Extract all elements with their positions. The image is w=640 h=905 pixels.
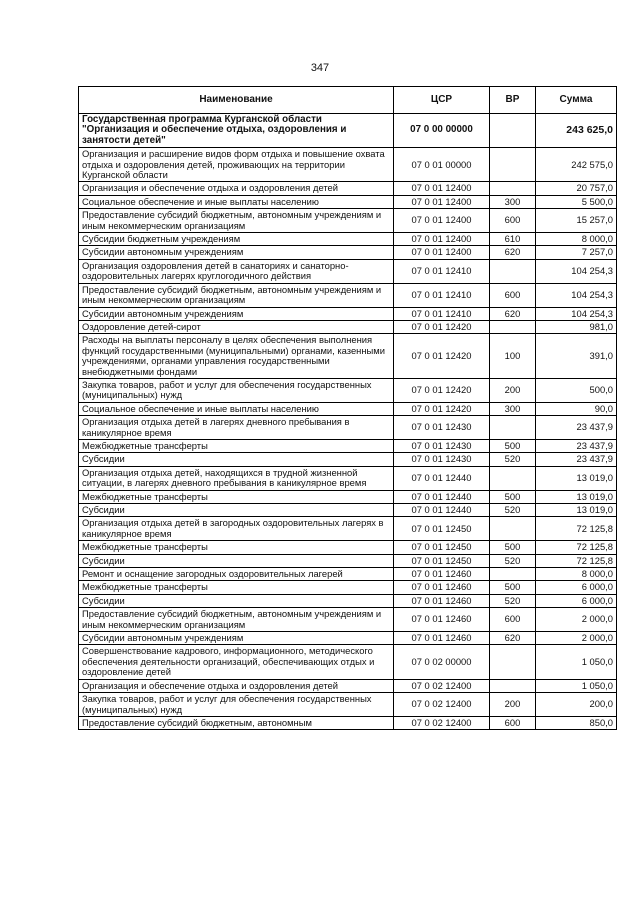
cell-csr: 07 0 01 12440	[394, 466, 490, 490]
cell-vr: 300	[490, 195, 536, 208]
cell-name: Совершенствование кадрового, информационного, методического обеспечения деятельности организаций, обеспечивающих отдых и оздоровление детей	[79, 645, 394, 679]
table-row	[79, 466, 617, 490]
cell-name: Субсидии	[79, 554, 394, 567]
table-row	[79, 378, 617, 402]
cell-vr: 600	[490, 608, 536, 632]
cell-csr: 07 0 01 12450	[394, 541, 490, 554]
cell-vr: 610	[490, 233, 536, 246]
table-row	[79, 439, 617, 452]
cell-name: Оздоровление детей-сирот	[79, 320, 394, 333]
cell-vr	[490, 466, 536, 490]
table-row	[79, 148, 617, 182]
table-row	[79, 182, 617, 195]
cell-csr: 07 0 01 12420	[394, 320, 490, 333]
cell-name: Организация отдыха детей, находящихся в трудной жизненной ситуации, в лагерях дневного пребывания в каникулярное время	[79, 466, 394, 490]
cell-name: Субсидии бюджетным учреждениям	[79, 233, 394, 246]
cell-csr: 07 0 01 12400	[394, 233, 490, 246]
cell-sum: 104 254,3	[536, 307, 617, 320]
cell-sum: 104 254,3	[536, 283, 617, 307]
table-row	[79, 209, 617, 233]
cell-csr: 07 0 01 12400	[394, 246, 490, 259]
cell-vr	[490, 182, 536, 195]
cell-csr: 07 0 01 12410	[394, 259, 490, 283]
cell-vr: 520	[490, 453, 536, 466]
cell-name: Организация и расширение видов форм отдыха и повышение охвата отдыха и оздоровления детей, проживающих на территории Курганской области	[79, 148, 394, 182]
table-row	[79, 453, 617, 466]
cell-csr: 07 0 01 12440	[394, 490, 490, 503]
cell-csr: 07 0 01 12460	[394, 568, 490, 581]
cell-vr: 500	[490, 581, 536, 594]
table-body	[79, 114, 617, 730]
cell-csr: 07 0 02 12400	[394, 716, 490, 729]
cell-name: Социальное обеспечение и иные выплаты населению	[79, 195, 394, 208]
cell-name: Государственная программа Курганской области "Организация и обеспечение отдыха, оздоровления и занятости детей"	[79, 114, 394, 148]
cell-sum: 1 050,0	[536, 679, 617, 692]
cell-sum: 8 000,0	[536, 568, 617, 581]
cell-csr: 07 0 01 12420	[394, 378, 490, 402]
header-sum: Сумма	[536, 87, 617, 114]
cell-sum: 200,0	[536, 693, 617, 717]
header-csr: ЦСР	[394, 87, 490, 114]
cell-sum: 15 257,0	[536, 209, 617, 233]
table-row	[79, 195, 617, 208]
cell-vr	[490, 568, 536, 581]
table-row	[79, 490, 617, 503]
cell-name: Межбюджетные трансферты	[79, 581, 394, 594]
cell-vr: 520	[490, 554, 536, 567]
cell-csr: 07 0 02 00000	[394, 645, 490, 679]
cell-csr: 07 0 01 00000	[394, 148, 490, 182]
cell-vr	[490, 645, 536, 679]
cell-vr	[490, 416, 536, 440]
cell-csr: 07 0 01 12430	[394, 416, 490, 440]
cell-sum: 981,0	[536, 320, 617, 333]
table-row	[79, 283, 617, 307]
table-row	[79, 581, 617, 594]
cell-sum: 72 125,8	[536, 517, 617, 541]
cell-sum: 13 019,0	[536, 504, 617, 517]
cell-sum: 8 000,0	[536, 233, 617, 246]
table-row	[79, 259, 617, 283]
cell-vr	[490, 114, 536, 148]
table-row	[79, 320, 617, 333]
table-row	[79, 645, 617, 679]
cell-csr: 07 0 01 12460	[394, 594, 490, 607]
cell-name: Социальное обеспечение и иные выплаты населению	[79, 402, 394, 415]
table-row	[79, 517, 617, 541]
cell-name: Субсидии	[79, 453, 394, 466]
cell-vr: 300	[490, 402, 536, 415]
cell-csr: 07 0 01 12400	[394, 182, 490, 195]
table-row	[79, 504, 617, 517]
cell-name: Межбюджетные трансферты	[79, 541, 394, 554]
cell-vr: 520	[490, 594, 536, 607]
cell-csr: 07 0 01 12420	[394, 402, 490, 415]
cell-sum: 243 625,0	[536, 114, 617, 148]
cell-name: Предоставление субсидий бюджетным, автономным учреждениям и иным некоммерческим организациям	[79, 608, 394, 632]
cell-csr: 07 0 01 12400	[394, 209, 490, 233]
cell-sum: 72 125,8	[536, 541, 617, 554]
table-row	[79, 679, 617, 692]
cell-name: Ремонт и оснащение загородных оздоровительных лагерей	[79, 568, 394, 581]
cell-vr: 600	[490, 283, 536, 307]
cell-csr: 07 0 01 12420	[394, 334, 490, 379]
table-row	[79, 554, 617, 567]
cell-name: Предоставление субсидий бюджетным, автономным учреждениям и иным некоммерческим организациям	[79, 209, 394, 233]
cell-sum: 72 125,8	[536, 554, 617, 567]
cell-name: Закупка товаров, работ и услуг для обеспечения государственных (муниципальных) нужд	[79, 693, 394, 717]
cell-sum: 90,0	[536, 402, 617, 415]
cell-name: Предоставление субсидий бюджетным, автономным учреждениям и иным некоммерческим организациям	[79, 283, 394, 307]
cell-sum: 391,0	[536, 334, 617, 379]
cell-vr: 200	[490, 693, 536, 717]
cell-name: Субсидии	[79, 594, 394, 607]
cell-csr: 07 0 02 12400	[394, 693, 490, 717]
cell-name: Субсидии автономным учреждениям	[79, 246, 394, 259]
cell-name: Организация отдыха детей в загородных оздоровительных лагерях в каникулярное время	[79, 517, 394, 541]
cell-name: Организация и обеспечение отдыха и оздоровления детей	[79, 182, 394, 195]
cell-sum: 6 000,0	[536, 594, 617, 607]
table-row	[79, 233, 617, 246]
cell-name: Предоставление субсидий бюджетным, автономным	[79, 716, 394, 729]
table-row	[79, 416, 617, 440]
cell-csr: 07 0 01 12440	[394, 504, 490, 517]
cell-vr	[490, 320, 536, 333]
cell-vr	[490, 148, 536, 182]
cell-vr: 500	[490, 541, 536, 554]
cell-vr: 100	[490, 334, 536, 379]
cell-name: Организация отдыха детей в лагерях дневного пребывания в каникулярное время	[79, 416, 394, 440]
cell-vr: 500	[490, 439, 536, 452]
table-row	[79, 334, 617, 379]
cell-name: Субсидии автономным учреждениям	[79, 307, 394, 320]
budget-table	[78, 86, 617, 730]
cell-name: Организация оздоровления детей в санаториях и санаторно-оздоровительных лагерях круглогодичного действия	[79, 259, 394, 283]
cell-csr: 07 0 01 12410	[394, 283, 490, 307]
cell-vr: 600	[490, 716, 536, 729]
cell-name: Субсидии автономным учреждениям	[79, 632, 394, 645]
cell-sum: 6 000,0	[536, 581, 617, 594]
table-row	[79, 716, 617, 729]
cell-csr: 07 0 01 12410	[394, 307, 490, 320]
page-number: 347	[310, 62, 330, 74]
cell-csr: 07 0 01 12430	[394, 439, 490, 452]
cell-name: Закупка товаров, работ и услуг для обеспечения государственных (муниципальных) нужд	[79, 378, 394, 402]
cell-vr	[490, 679, 536, 692]
cell-sum: 13 019,0	[536, 490, 617, 503]
cell-csr: 07 0 01 12460	[394, 632, 490, 645]
cell-sum: 2 000,0	[536, 608, 617, 632]
table-row	[79, 541, 617, 554]
table-header-row	[79, 87, 617, 114]
cell-csr: 07 0 01 12460	[394, 581, 490, 594]
cell-sum: 13 019,0	[536, 466, 617, 490]
cell-name: Расходы на выплаты персоналу в целях обеспечения выполнения функций государственными (муниципальными) органами, казенными учреждениями, органами управления государственными внебюджетными фондами	[79, 334, 394, 379]
cell-sum: 1 050,0	[536, 645, 617, 679]
table-row	[79, 307, 617, 320]
cell-vr: 520	[490, 504, 536, 517]
table-row	[79, 568, 617, 581]
cell-vr: 600	[490, 209, 536, 233]
cell-sum: 2 000,0	[536, 632, 617, 645]
cell-sum: 500,0	[536, 378, 617, 402]
cell-name: Организация и обеспечение отдыха и оздоровления детей	[79, 679, 394, 692]
table-row	[79, 594, 617, 607]
table-row	[79, 608, 617, 632]
cell-sum: 23 437,9	[536, 439, 617, 452]
header-name: Наименование	[79, 87, 394, 114]
cell-vr: 620	[490, 246, 536, 259]
cell-csr: 07 0 01 12450	[394, 554, 490, 567]
cell-vr	[490, 517, 536, 541]
cell-sum: 5 500,0	[536, 195, 617, 208]
table-row	[79, 693, 617, 717]
table-row	[79, 114, 617, 148]
cell-vr: 620	[490, 632, 536, 645]
cell-sum: 20 757,0	[536, 182, 617, 195]
cell-sum: 104 254,3	[536, 259, 617, 283]
cell-sum: 850,0	[536, 716, 617, 729]
cell-name: Межбюджетные трансферты	[79, 439, 394, 452]
cell-sum: 23 437,9	[536, 453, 617, 466]
cell-sum: 7 257,0	[536, 246, 617, 259]
table-row	[79, 632, 617, 645]
cell-name: Субсидии	[79, 504, 394, 517]
header-vr: ВР	[490, 87, 536, 114]
cell-csr: 07 0 01 12460	[394, 608, 490, 632]
cell-vr: 200	[490, 378, 536, 402]
table-row	[79, 402, 617, 415]
cell-vr: 620	[490, 307, 536, 320]
cell-csr: 07 0 01 12400	[394, 195, 490, 208]
cell-csr: 07 0 00 00000	[394, 114, 490, 148]
cell-csr: 07 0 01 12450	[394, 517, 490, 541]
cell-vr	[490, 259, 536, 283]
cell-sum: 242 575,0	[536, 148, 617, 182]
cell-sum: 23 437,9	[536, 416, 617, 440]
table-row	[79, 246, 617, 259]
cell-name: Межбюджетные трансферты	[79, 490, 394, 503]
cell-csr: 07 0 01 12430	[394, 453, 490, 466]
cell-vr: 500	[490, 490, 536, 503]
cell-csr: 07 0 02 12400	[394, 679, 490, 692]
